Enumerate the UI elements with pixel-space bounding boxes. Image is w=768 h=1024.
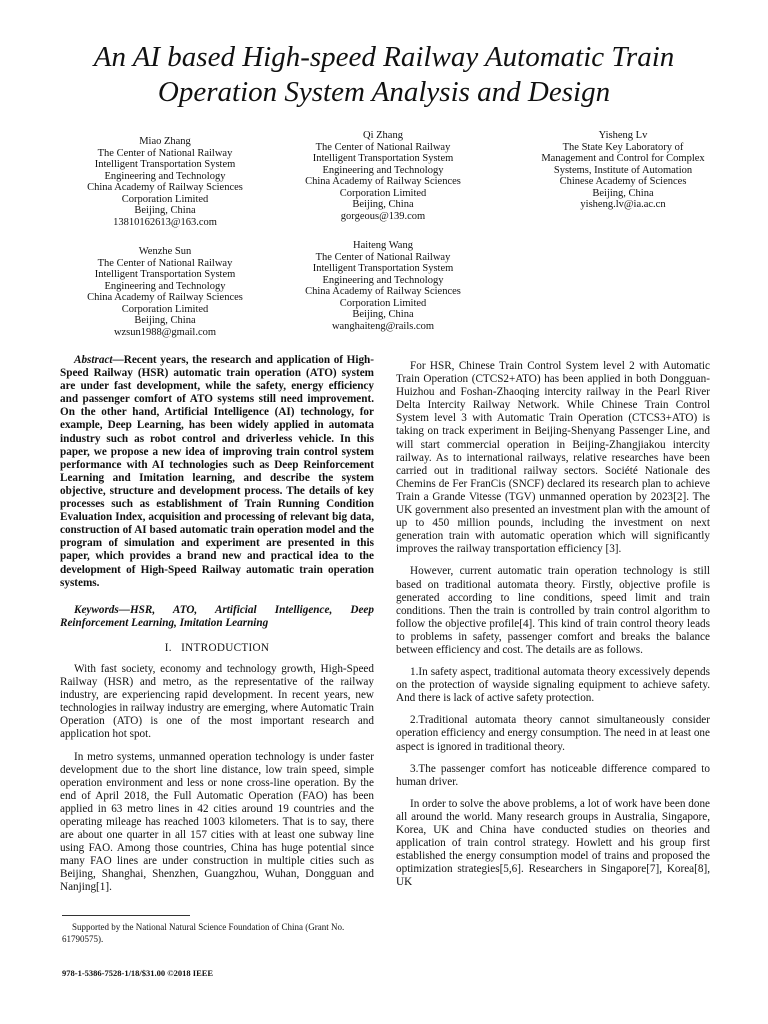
author-location: Beijing, China [134,205,196,216]
author-email: yisheng.lv@ia.ac.cn [580,199,666,210]
author-affiliation: The State Key Laboratory of [562,141,684,153]
author-email: wzsun1988@gmail.com [113,326,217,338]
author-block [42,246,288,338]
author-name: Haiteng Wang [353,240,413,251]
author-affiliation: Corporation Limited [339,297,427,309]
author-location: Beijing, China [592,187,654,199]
paragraph: 3.The passenger comfort has noticeable difference compared to human driver. [396,762,710,788]
author-affiliation: Intelligent Transportation System [312,263,454,274]
author-affiliation: China Academy of Railway Sciences [87,292,243,303]
title-line-1: An AI based High-speed Railway Automatic Train [93,41,675,73]
author-affiliation: Chinese Academy of Sciences [559,176,687,187]
author-affiliation: The Center of National Railway [315,251,451,263]
author-affiliation: The Center of National Railway [97,147,233,159]
author-affiliation: China Academy of Railway Sciences [305,176,461,187]
section-title-rest: NTRODUCTION [185,641,270,654]
abstract [60,354,374,590]
author-affiliation: Engineering and Technology [322,274,444,286]
author-affiliation: China Academy of Railway Sciences [305,286,461,297]
paragraph: With fast society, economy and technology growth, High-Speed Railway (HSR) and metro, as the representative of the railway industry, are experiencing rapid development. In recent years, new technologies in railway industry are emerging, where Automatic Train Operation (ATO) is one of the most important research and application hot spot. [60,662,374,741]
paragraph: In metro systems, unmanned operation technology is under faster development due to the short line distance, low train speed, simple operation environment and less or none cross-line operation. By the end of April 2018, the Full Automatic Operation (FAO) has been applied in 63 metro lines in 42 cities around 19 countries and the operating mileage has reached 1003 kilometers. That is to say, there are about one quarter in all 157 cities with at least one subway line using FAO. Among those countries, China has huge potential since many FAO lines are under construction in multiple cities such as Beijing, Shanghai, Shenzhen, Guangzhou, Wuhan, Dongguan and Nanjing[1]. [60,750,374,894]
title-line-2: Operation System Analysis and Design [157,76,611,108]
author-affiliation: The Center of National Railway [97,257,233,269]
left-column [60,354,374,904]
author-affiliation: Corporation Limited [339,187,427,199]
author-affiliation: Management and Control for Complex [541,153,705,164]
paragraph: 1.In safety aspect, traditional automata theory excessively depends on the protection of wayside signaling equipment to achieve safety. And there is lack of active safety protection. [396,666,710,705]
paragraph: 2.Traditional automata theory cannot simultaneously consider operation efficiency and energy consumption. The need in at least one aspect is ignored in traditional theory. [396,714,710,753]
author-name: Wenzhe Sun [138,246,192,257]
footnote-rule [62,915,190,916]
author-affiliation: Engineering and Technology [322,164,444,176]
paper-title [30,40,738,110]
author-affiliation: Engineering and Technology [104,170,226,182]
copyright-line: 978-1-5386-7528-1/18/$31.00 ©2018 IEEE [62,968,214,978]
paragraph: In order to solve the above problems, a lot of work have been done all around the world. Many research groups in Australia, Singapore, Korea, UK and China have conducted studies on theories and application of train control strategy. Howlett and his group first established the energy consumption model of trains and proposed the optimization strategies[5,6]. Researchers in Singapore[7], Korea[8], UK [396,797,710,889]
author-block [500,130,746,211]
author-name: Miao Zhang [139,136,191,147]
abstract-lead: Abstract [74,354,113,366]
author-name: Qi Zhang [363,130,403,141]
author-affiliation: Intelligent Transportation System [312,153,454,164]
section-number: I. [164,641,172,654]
author-affiliation: Corporation Limited [121,303,209,315]
paragraph: For HSR, Chinese Train Control System level 2 with Automatic Train Operation (CTCS2+ATO) has been applied in both Dongguan-Huizhou and Foshan-Zhaoqing intercity railway in the Pearl River Delta Intercity Railway Network. While Chinese Train Control System level 3 with Automatic Train Operation (CTCS3+ATO) is taking on track experiment in Beijing-Shenyang Passenger Line, and will start commercial operation in Beijing-Zhangjiakou intercity railway. As to international railways, relative researches have been carried out in traditional railway sectors. Société Nationale des Chemins de Fer FranCis (SNCF) declared its research plan to achieve Train a Grande Vitesse (TGV) unmanned operation by 2023[2]. The UK government also presented an investment plan with the amount of up to 450 million pounds, including the investment on next generation train with automatic operation which will significantly improves the railway transportation efficiency [3]. [396,360,710,556]
footnote: Supported by the National Natural Science Foundation of China (Grant No. 61790575). [62,922,345,944]
author-location: Beijing, China [352,309,414,320]
abstract-text: —Recent years, the research and application of High-Speed Railway (HSR) automatic train operation (ATO) system are under fast development, while the safety, energy efficiency and passenger comfort of ATO systems still need improvement. On the other hand, Artificial Intelligence (AI) technology, for example, Deep Learning, has been widely applied in automata industry such as robot control and driverless vehicle. In this paper, we propose a new idea of improving train control system performance with AI technologies such as Deep Reinforcement Learning and Imitation learning, and describe the system objective, structure and development process. The details of key processes such as establishment of Train Running Condition Evaluation Index, acquisition and processing of relevant big data, construction of AI based automatic train operation model and the program of simulation and experiment are presented in this paper, which provides a brand new and practical idea to the development of High-Speed Railway automatic train operation systems. [60,354,374,589]
author-block [260,240,506,332]
section-heading [60,642,374,655]
author-affiliation: The Center of National Railway [315,141,451,153]
author-email: gorgeous@139.com [340,210,426,222]
author-email: 13810162613@163.com [113,216,217,228]
author-affiliation: Intelligent Transportation System [94,159,236,170]
right-column [396,360,710,898]
author-affiliation: Systems, Institute of Automation [553,164,693,176]
author-block [42,136,288,228]
author-name: Yisheng Lv [598,130,648,141]
author-location: Beijing, China [134,315,196,326]
author-email: wanghaiteng@rails.com [331,320,435,332]
author-affiliation: Intelligent Transportation System [94,269,236,280]
author-block [260,130,506,222]
author-location: Beijing, China [352,199,414,210]
author-affiliation: China Academy of Railway Sciences [87,182,243,193]
section-title-initial: I [181,641,186,654]
keywords: Keywords—HSR, ATO, Artificial Intelligence, Deep Reinforcement Learning, Imitation Learning [60,603,374,629]
paragraph: However, current automatic train operation technology is still based on traditional automata theory. Firstly, objective profile is generated according to line conditions, speed limit and train conditions. Then the train is controlled by train control algorithm to follow the objective profile[4]. This kind of train control theory leads to problems in safety, passenger comfort and breaks the balance between efficiency and cost. The details are as follows. [396,565,710,656]
author-affiliation: Engineering and Technology [104,280,226,292]
author-affiliation: Corporation Limited [121,193,209,205]
